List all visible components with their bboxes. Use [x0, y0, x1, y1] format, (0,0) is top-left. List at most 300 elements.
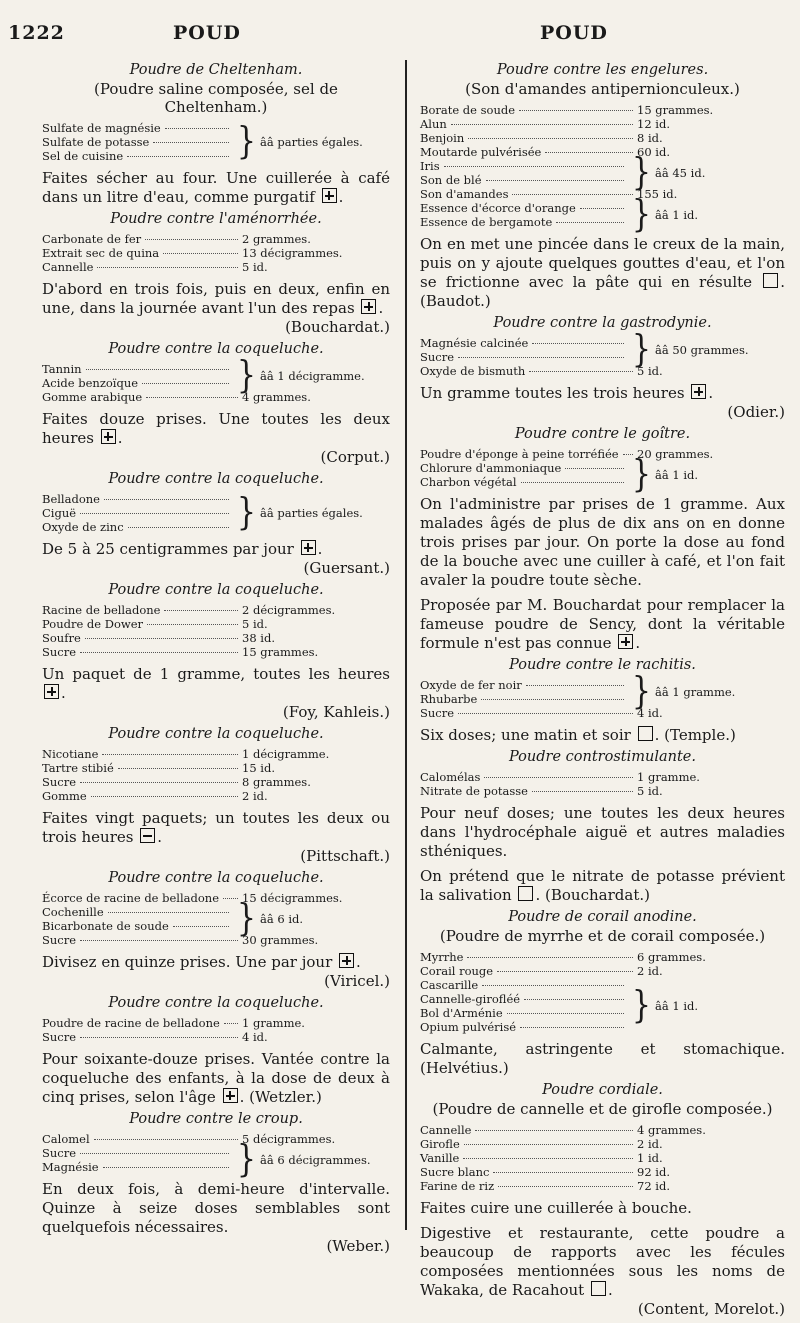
ingredient-row: [420, 447, 785, 461]
ingredient-row: [420, 336, 628, 350]
recipe-instruction: Faites vingt paquets; un toutes les deux ou trois heures .: [42, 809, 390, 846]
recipe-author: (Bouchardat.): [285, 318, 390, 336]
recipe-block: [42, 995, 390, 1107]
ingredient-name: Cannelle-girofléé: [420, 992, 521, 1006]
ingredient-name: Bicarbonate de soude: [42, 919, 169, 933]
recipe-title: Poudre contre la coqueluche.: [108, 726, 324, 742]
ingredient-row: [420, 1151, 785, 1165]
leader-dots: [519, 110, 633, 111]
ingredient-row: [42, 520, 233, 534]
leader-dots: [146, 397, 238, 398]
ingredient-group: [420, 978, 785, 1034]
ingredient-quantity: 2 id.: [242, 789, 268, 803]
brace-symbol: }: [236, 353, 256, 398]
ingredient-name: Cascarille: [420, 978, 479, 992]
leader-dots: [118, 768, 238, 769]
ingredient-row: [42, 1030, 390, 1044]
ingredient-name: Iris: [420, 159, 440, 173]
recipe-instruction: Six doses; une matin et soir . (Temple.): [420, 726, 736, 744]
recipe-block: [420, 749, 785, 905]
leader-dots: [108, 912, 229, 913]
leader-dots: [507, 1013, 624, 1014]
recipe-instruction-extra: Proposée par M. Bouchardat pour remplacer la fameuse poudre de Sency, dont la véritable formule n'est pas connue .: [420, 596, 785, 652]
leader-dots: [458, 357, 624, 358]
leader-dots: [521, 482, 624, 483]
ingredient-list: [420, 1123, 785, 1193]
ingredient-row: [42, 135, 233, 149]
leader-dots: [524, 999, 624, 1000]
recipe-block: [420, 426, 785, 653]
ingredient-name: Oxyde de bismuth: [420, 364, 526, 378]
group-quantity: ââ 1 id.: [655, 208, 699, 222]
leader-dots: [451, 124, 633, 125]
ingredient-quantity: 5 id.: [242, 260, 268, 274]
leader-dots: [512, 194, 633, 195]
leader-dots: [173, 926, 229, 927]
recipe-block: [42, 1111, 390, 1256]
leader-dots: [484, 777, 633, 778]
ingredient-row: [42, 492, 233, 506]
instruction-text: Faites cuire une cuillerée à bouche.: [420, 1199, 692, 1217]
ingredient-name: Alun: [420, 117, 447, 131]
ingredient-name: Sel de cuisine: [42, 149, 124, 163]
recipe-title: Poudre contre les engelures.: [496, 62, 709, 78]
ingredient-name: Calomel: [42, 1132, 90, 1146]
recipe-title: Poudre contre le rachitis.: [509, 657, 696, 673]
ingredient-group-list: [42, 1146, 233, 1174]
ingredient-name: Magnésie: [42, 1160, 99, 1174]
ingredient-row: [420, 1165, 785, 1179]
ingredient-list: [420, 447, 785, 497]
ingredient-name: Nitrate de potasse: [420, 784, 528, 798]
ingredient-row: [420, 117, 785, 131]
ingredient-row: [42, 775, 390, 789]
recipe-author: (Content, Morelot.): [637, 1300, 785, 1318]
ingredient-quantity: 8 grammes.: [242, 775, 311, 789]
instruction-text: De 5 à 25 centigrammes par jour: [42, 540, 294, 558]
leader-dots: [80, 1153, 229, 1154]
instruction-text: Faites sécher au four. Une cuillerée à café dans un litre d'eau, comme purgatif: [42, 169, 390, 206]
leader-dots: [153, 142, 229, 143]
ingredient-group: [42, 492, 390, 534]
leader-dots: [532, 343, 624, 344]
recipe-subtitle: (Poudre saline composée, sel de Cheltenham.): [94, 80, 338, 116]
leader-dots: [468, 138, 633, 139]
ingredient-name: Sulfate de potasse: [42, 135, 150, 149]
leader-dots: [486, 180, 624, 181]
instruction-text: D'abord en trois fois, puis en deux, enfin en une, dans la journée avant l'un des repas: [42, 280, 390, 317]
ingredient-name: Rhubarbe: [420, 692, 478, 706]
ingredient-row: [420, 187, 785, 201]
ingredient-quantity: 4 grammes.: [242, 390, 311, 404]
cross-box-symbol-icon: [618, 634, 633, 649]
recipe-title: Poudre cordiale.: [542, 1082, 663, 1098]
ingredient-name: Vanille: [420, 1151, 460, 1165]
brace-symbol: }: [236, 896, 256, 941]
recipe-instruction: Un paquet de 1 gramme, toutes les heures .: [42, 665, 390, 702]
ingredient-name: Carbonate de fer: [42, 232, 142, 246]
ingredient-name: Corail rouge: [420, 964, 494, 978]
ingredient-name: Oxyde de fer noir: [420, 678, 522, 692]
recipe-title: Poudre controstimulante.: [509, 749, 696, 765]
ingredient-quantity: 2 grammes.: [242, 232, 311, 246]
recipe-title: Poudre contre la coqueluche.: [108, 870, 324, 886]
ingredient-quantity: 4 grammes.: [637, 1123, 706, 1137]
empty-box-symbol-icon: [591, 1281, 606, 1296]
ingredient-name: Myrrhe: [420, 950, 464, 964]
ingredient-list: [42, 121, 390, 163]
recipe-instruction: [420, 804, 785, 861]
ingredient-row: [420, 215, 628, 229]
instruction-text: Divisez en quinze prises. Une par jour: [42, 953, 333, 971]
ingredient-name: Calomélas: [420, 770, 481, 784]
leader-dots: [102, 754, 238, 755]
leader-dots: [164, 610, 238, 611]
ingredient-quantity: 5 décigrammes.: [242, 1132, 336, 1146]
ingredient-name: Sucre: [42, 775, 77, 789]
ingredient-quantity: 92 id.: [637, 1165, 670, 1179]
ingredient-list: [42, 603, 390, 659]
brace-symbol: }: [236, 490, 256, 535]
leader-dots: [128, 527, 229, 528]
instruction-text: Un gramme toutes les trois heures: [420, 384, 685, 402]
leader-dots: [580, 208, 624, 209]
ingredient-row: [420, 173, 628, 187]
ingredient-quantity: 1 décigramme.: [242, 747, 330, 761]
recipe-title: Poudre de corail anodine.: [508, 909, 697, 925]
leader-dots: [224, 1023, 238, 1024]
ingredient-name: Moutarde pulvérisée: [420, 145, 542, 159]
recipe-block: [42, 870, 390, 991]
recipe-title: Poudre contre la gastrodynie.: [493, 315, 712, 331]
leader-dots: [163, 253, 238, 254]
ingredient-name: Son d'amandes: [420, 187, 509, 201]
ingredient-quantity: 15 grammes.: [242, 645, 319, 659]
leader-dots: [458, 713, 633, 714]
ingredient-row: [420, 131, 785, 145]
recipe-author: (Weber.): [326, 1237, 390, 1255]
brace-symbol: }: [631, 150, 651, 195]
cross-box-symbol-icon: [691, 384, 706, 399]
ingredient-row: [42, 919, 233, 933]
ingredient-name: Ciguë: [42, 506, 77, 520]
ingredient-row: [420, 201, 628, 215]
leader-dots: [556, 222, 624, 223]
instruction-text: Un paquet de 1 gramme, toutes les heures: [42, 665, 390, 683]
recipe-subtitle: (Poudre de myrrhe et de corail composée.): [439, 927, 766, 945]
ingredient-row: [42, 376, 233, 390]
brace-symbol: }: [631, 669, 651, 714]
leader-dots: [80, 1037, 238, 1038]
recipe-instruction: On en met une pincée dans le creux de la main, puis on y ajoute quelques gouttes d'eau, et l'on se frictionne avec la pâte qui en résulte . (Baudot.): [420, 235, 785, 310]
ingredient-quantity: 72 id.: [637, 1179, 670, 1193]
ingredient-row: [420, 145, 785, 159]
leader-dots: [80, 513, 229, 514]
ingredient-quantity: 20 grammes.: [637, 447, 714, 461]
ingredient-group: [42, 121, 390, 163]
recipe-instruction: [42, 1180, 390, 1237]
ingredient-list: [42, 232, 390, 274]
brace-symbol: }: [631, 983, 651, 1028]
ingredient-name: Nicotiane: [42, 747, 99, 761]
leader-dots: [104, 499, 229, 500]
leader-dots: [91, 796, 238, 797]
ingredient-name: Écorce de racine de belladone: [42, 891, 220, 905]
instruction-text: On en met une pincée dans le creux de la main, puis on y ajoute quelques gouttes d'eau, et l'on se frictionne avec la pâte qui en résulte: [420, 235, 785, 291]
leader-dots: [475, 1130, 633, 1131]
left-column: [42, 58, 390, 1260]
brace-symbol: }: [631, 327, 651, 372]
ingredient-list: [420, 669, 785, 720]
ingredient-list: [42, 353, 390, 404]
ingredient-group-list: [420, 678, 628, 706]
group-quantity: ââ 1 id.: [655, 468, 699, 482]
ingredient-name: Magnésie calcinée: [420, 336, 529, 350]
ingredient-row: [42, 149, 233, 163]
recipe-instruction: Divisez en quinze prises. Une par jour .: [42, 953, 361, 971]
recipe-instruction: De 5 à 25 centigrammes par jour .: [42, 540, 323, 558]
recipe-title: Poudre contre le goître.: [514, 426, 691, 442]
ingredient-quantity: 38 id.: [242, 631, 275, 645]
ingredient-row: [42, 789, 390, 803]
ingredient-group-list: [420, 461, 628, 489]
ingredient-name: Cannelle: [420, 1123, 472, 1137]
recipe-title: Poudre contre l'aménorrhée.: [110, 211, 322, 227]
ingredient-row: [42, 1016, 390, 1030]
instruction-text: On prétend que le nitrate de potasse prévient la salivation: [420, 867, 785, 904]
leader-dots: [498, 1186, 633, 1187]
instruction-text: Pour soixante-douze prises. Vantée contre la coqueluche des enfants, à la dose de deux à cinq prises, selon l'âge: [42, 1050, 390, 1106]
empty-box-symbol-icon: [638, 726, 653, 741]
leader-dots: [520, 1027, 624, 1028]
ingredient-quantity: 12 id.: [637, 117, 670, 131]
ingredient-name: Sucre: [42, 1030, 77, 1044]
ingredient-quantity: 15 décigrammes.: [242, 891, 343, 905]
ingredient-name: Oxyde de zinc: [42, 520, 124, 534]
ingredient-quantity: 30 grammes.: [242, 933, 319, 947]
cross-box-symbol-icon: [101, 429, 116, 444]
ingredient-row: [420, 978, 628, 992]
leader-dots: [467, 957, 633, 958]
ingredient-quantity: 15 id.: [242, 761, 275, 775]
ingredient-row: [42, 506, 233, 520]
ingredient-row: [420, 678, 628, 692]
recipe-author: (Temple.): [664, 726, 736, 744]
ingredient-quantity: 5 id.: [242, 617, 268, 631]
ingredient-name: Opium pulvérisé: [420, 1020, 517, 1034]
cross-box-symbol-icon: [223, 1088, 238, 1103]
ingredient-row: [42, 1132, 390, 1146]
ingredient-name: Essence de bergamote: [420, 215, 553, 229]
ingredient-row: [42, 232, 390, 246]
recipe-block: [42, 582, 390, 722]
brace-symbol: }: [236, 119, 256, 164]
recipe-subtitle: (Poudre de cannelle et de girofle composée.): [432, 1100, 773, 1118]
leader-dots: [223, 898, 238, 899]
ingredient-group-list: [42, 362, 233, 390]
recipe-block: [42, 471, 390, 578]
minus-box-symbol-icon: [140, 828, 155, 843]
recipe-author: (Foy, Kahleis.): [282, 703, 390, 721]
leader-dots: [86, 369, 229, 370]
ingredient-row: [42, 603, 390, 617]
recipe-author: (Guersant.): [303, 559, 390, 577]
ingredient-quantity: 2 id.: [637, 964, 663, 978]
ingredient-row: [42, 390, 390, 404]
recipe-title: Poudre contre la coqueluche.: [108, 341, 324, 357]
ingredient-quantity: 1 gramme.: [637, 770, 700, 784]
recipe-author: (Viricel.): [324, 972, 390, 990]
leader-dots: [142, 383, 229, 384]
ingredient-row: [420, 1020, 628, 1034]
ingredient-name: Sucre: [42, 933, 77, 947]
ingredient-quantity: 13 décigrammes.: [242, 246, 343, 260]
ingredient-row: [420, 1137, 785, 1151]
recipe-instruction: [420, 1040, 785, 1078]
recipe-instruction-extra: On prétend que le nitrate de potasse prévient la salivation . (Bouchardat.): [420, 867, 785, 904]
ingredient-row: [42, 617, 390, 631]
ingredient-group-list: [42, 121, 233, 163]
cross-box-symbol-icon: [339, 953, 354, 968]
leader-dots: [463, 1158, 633, 1159]
instruction-text: Six doses; une matin et soir: [420, 726, 631, 744]
right-column: [420, 58, 785, 1323]
empty-box-symbol-icon: [518, 886, 533, 901]
leader-dots: [481, 699, 624, 700]
ingredient-name: Poudre de Dower: [42, 617, 144, 631]
ingredient-name: Benjoin: [420, 131, 465, 145]
leader-dots: [127, 156, 229, 157]
ingredient-name: Borate de soude: [420, 103, 516, 117]
leader-dots: [147, 624, 238, 625]
instruction-text: Calmante, astringente et stomachique. (Helvétius.): [420, 1040, 785, 1077]
ingredient-row: [42, 260, 390, 274]
leader-dots: [532, 791, 633, 792]
recipe-instruction: [420, 1199, 785, 1218]
empty-box-symbol-icon: [763, 273, 778, 288]
recipe-author: (Odier.): [727, 403, 785, 421]
recipe-instruction: [420, 495, 785, 590]
ingredient-row: [420, 992, 628, 1006]
leader-dots: [444, 166, 624, 167]
ingredient-group-list: [420, 336, 628, 364]
ingredient-list: [42, 747, 390, 803]
ingredient-row: [420, 950, 785, 964]
ingredient-name: Cochenille: [42, 905, 104, 919]
group-quantity: ââ 1 id.: [655, 999, 699, 1013]
group-quantity: ââ 1 gramme.: [655, 685, 736, 699]
ingredient-name: Poudre d'éponge à peine torréfiée: [420, 447, 619, 461]
ingredient-row: [42, 1160, 233, 1174]
ingredient-name: Sucre: [42, 1146, 77, 1160]
leader-dots: [165, 128, 229, 129]
ingredient-name: Gomme: [42, 789, 87, 803]
ingredient-row: [420, 1123, 785, 1137]
instruction-text: En deux fois, à demi-heure d'intervalle. Quinze à seize doses semblables sont quelquefois nécessaires.: [42, 1180, 390, 1236]
ingredient-name: Essence d'écorce d'orange: [420, 201, 576, 215]
ingredient-quantity: 1 gramme.: [242, 1016, 305, 1030]
ingredient-list: [42, 1016, 390, 1044]
ingredient-quantity: 15 grammes.: [637, 103, 714, 117]
ingredient-quantity: 5 id.: [637, 364, 663, 378]
recipe-author: (Pittschaft.): [300, 847, 390, 865]
ingredient-name: Acide benzoïque: [42, 376, 139, 390]
ingredient-row: [420, 964, 785, 978]
ingredient-quantity: 1 id.: [637, 1151, 663, 1165]
ingredient-name: Sulfate de magnésie: [42, 121, 161, 135]
ingredient-row: [42, 121, 233, 135]
ingredient-group-list: [420, 978, 628, 1034]
column-divider: [405, 60, 407, 1230]
ingredient-row: [420, 770, 785, 784]
recipe-block: [42, 726, 390, 866]
brace-symbol: }: [631, 192, 651, 237]
ingredient-list: [42, 492, 390, 534]
ingredient-name: Sucre: [420, 706, 455, 720]
ingredient-list: [420, 103, 785, 237]
ingredient-row: [420, 461, 628, 475]
ingredient-row: [42, 761, 390, 775]
ingredient-name: Poudre de racine de belladone: [42, 1016, 220, 1030]
group-quantity: ââ 50 grammes.: [655, 343, 749, 357]
leader-dots: [529, 371, 633, 372]
ingredient-quantity: 60 id.: [637, 145, 670, 159]
cross-box-symbol-icon: [44, 684, 59, 699]
leader-dots: [97, 267, 238, 268]
leader-dots: [103, 1167, 229, 1168]
ingredient-quantity: 4 id.: [242, 1030, 268, 1044]
ingredient-name: Sucre blanc: [420, 1165, 490, 1179]
leader-dots: [85, 638, 238, 639]
ingredient-name: Extrait sec de quina: [42, 246, 160, 260]
leader-dots: [565, 468, 624, 469]
ingredient-group-list: [420, 159, 628, 187]
ingredient-name: Belladone: [42, 492, 100, 506]
recipe-author: (Corput.): [320, 448, 390, 466]
ingredient-name: Racine de belladone: [42, 603, 161, 617]
recipe-title: Poudre contre la coqueluche.: [108, 582, 324, 598]
ingredient-name: Soufre: [42, 631, 81, 645]
recipe-title: Poudre contre la coqueluche.: [108, 995, 324, 1011]
ingredient-name: Sucre: [420, 350, 455, 364]
ingredient-name: Tannin: [42, 362, 82, 376]
ingredient-name: Chlorure d'ammoniaque: [420, 461, 562, 475]
ingredient-group-list: [42, 492, 233, 534]
recipe-block: [420, 909, 785, 1078]
leader-dots: [545, 152, 633, 153]
ingredient-list: [42, 891, 390, 947]
instruction-text: Digestive et restaurante, cette poudre a beaucoup de rapports avec les fécules composées mentionnées sous les noms de Wakaka, de Racahout: [420, 1224, 785, 1299]
recipe-instruction: D'abord en trois fois, puis en deux, enfin en une, dans la journée avant l'un des repas .: [42, 280, 390, 317]
instruction-text: On l'administre par prises de 1 gramme. Aux malades âgés de plus de dix ans on en donne trois prises par jour. On porte la dose au fond de la bouche avec une cuiller à café, et l'on fait avaler la poudre toute sèche.: [420, 495, 785, 589]
leader-dots: [497, 971, 633, 972]
recipe-author: (Wetzler.): [249, 1088, 322, 1106]
recipe-block: [42, 62, 390, 207]
ingredient-row: [420, 475, 628, 489]
recipe-block: [420, 657, 785, 745]
instruction-text: Pour neuf doses; une toutes les deux heures dans l'hydrocéphale aiguë et autres maladies sthéniques.: [420, 804, 785, 860]
ingredient-quantity: 8 id.: [637, 131, 663, 145]
ingredient-row: [42, 933, 390, 947]
instruction-text: Proposée par M. Bouchardat pour remplacer la fameuse poudre de Sency, dont la véritable formule n'est pas connue: [420, 596, 785, 652]
instruction-text: Faites vingt paquets; un toutes les deux ou trois heures: [42, 809, 390, 846]
running-title-right: POUD: [540, 22, 608, 44]
leader-dots: [464, 1144, 633, 1145]
leader-dots: [482, 985, 624, 986]
recipe-title: Poudre de Cheltenham.: [129, 62, 303, 78]
ingredient-list: [42, 1132, 390, 1182]
ingredient-row: [42, 1146, 233, 1160]
